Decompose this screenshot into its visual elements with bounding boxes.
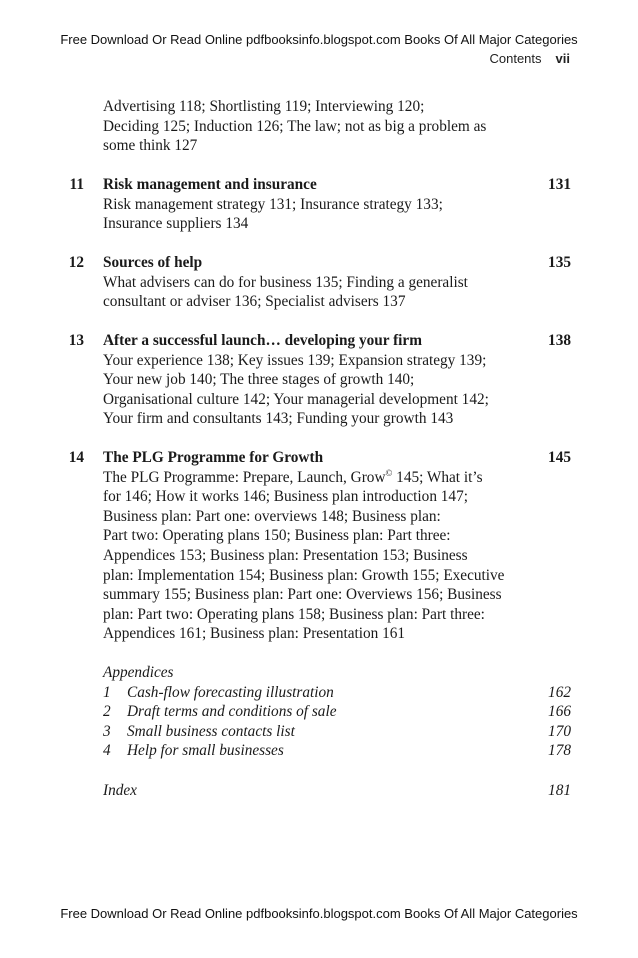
appendices-heading: Appendices bbox=[103, 664, 174, 681]
appendix-number: 1 bbox=[103, 683, 111, 701]
index-label: Index bbox=[103, 781, 137, 799]
chapter-page: 135 bbox=[548, 254, 571, 271]
toc-line: What advisers can do for business 135; Finding a generalist bbox=[103, 273, 468, 291]
appendix-page: 162 bbox=[548, 683, 571, 701]
appendix-title: Help for small businesses bbox=[127, 742, 284, 760]
toc-line: Part two: Operating plans 150; Business plan: Part three: bbox=[103, 527, 451, 545]
appendix-number: 2 bbox=[103, 703, 111, 721]
toc-line: Your experience 138; Key issues 139; Expansion strategy 139; bbox=[103, 351, 487, 369]
chapter-title: The PLG Programme for Growth bbox=[103, 449, 324, 466]
chapter-number: 14 bbox=[68, 449, 84, 466]
toc-line: Deciding 125; Induction 126; The law; not as big a problem as bbox=[103, 117, 487, 135]
toc-line: for 146; How it works 146; Business plan introduction 147; bbox=[103, 488, 468, 506]
download-banner-top: Free Download Or Read Online pdfbooksinfo.blogspot.com Books Of All Major Categories bbox=[60, 32, 578, 47]
copyright-mark: © bbox=[385, 467, 393, 478]
chapter-title: Sources of help bbox=[103, 254, 203, 271]
appendix-title: Draft terms and conditions of sale bbox=[127, 703, 337, 721]
toc-line: Your new job 140; The three stages of growth 140; bbox=[103, 371, 415, 389]
chapter-number: 12 bbox=[68, 254, 84, 271]
toc-line: summary 155; Business plan: Part one: Overviews 156; Business bbox=[103, 586, 502, 604]
toc-line: Appendices 161; Business plan: Presentation 161 bbox=[103, 625, 406, 643]
toc-line: Organisational culture 142; Your managerial development 142; bbox=[103, 390, 489, 408]
appendix-page: 170 bbox=[548, 722, 571, 740]
toc-text: The PLG Programme: Prepare, Launch, Grow bbox=[103, 468, 386, 486]
toc-line: some think 127 bbox=[103, 137, 198, 155]
running-head bbox=[489, 51, 570, 66]
chapter-page: 138 bbox=[548, 332, 571, 349]
chapter-title: After a successful launch… developing your firm bbox=[103, 332, 422, 349]
chapter-title: Risk management and insurance bbox=[103, 176, 317, 193]
toc-line: Advertising 118; Shortlisting 119; Interviewing 120; bbox=[103, 98, 425, 115]
toc-line: Appendices 153; Business plan: Presentation 153; Business bbox=[103, 547, 468, 564]
toc-line: plan: Part two: Operating plans 158; Business plan: Part three: bbox=[103, 605, 485, 623]
appendix-page: 166 bbox=[548, 703, 571, 721]
toc-line: Risk management strategy 131; Insurance strategy 133; bbox=[103, 195, 443, 213]
appendix-title: Cash-flow forecasting illustration bbox=[127, 683, 334, 701]
appendix-title: Small business contacts list bbox=[127, 722, 295, 740]
chapter-number: 11 bbox=[69, 176, 84, 193]
toc-line bbox=[103, 468, 483, 488]
appendix-number: 4 bbox=[103, 742, 111, 760]
toc-text: 145; What it’s bbox=[392, 468, 483, 486]
appendix-number: 3 bbox=[103, 722, 111, 740]
chapter-page: 131 bbox=[548, 176, 571, 193]
toc-line: Business plan: Part one: overviews 148; Business plan: bbox=[103, 507, 441, 525]
appendix-page: 178 bbox=[548, 742, 571, 760]
toc-line: consultant or adviser 136; Specialist advisers 137 bbox=[103, 293, 406, 311]
running-head-section: Contents bbox=[489, 51, 542, 66]
toc-line: plan: Implementation 154; Business plan: Growth 155; Executive bbox=[103, 566, 505, 584]
page-folio: vii bbox=[555, 51, 570, 66]
chapter-page: 145 bbox=[548, 449, 571, 466]
toc-line: Your firm and consultants 143; Funding your growth 143 bbox=[103, 410, 454, 428]
chapter-number: 13 bbox=[68, 332, 84, 349]
index-page: 181 bbox=[548, 781, 571, 799]
download-banner-bottom: Free Download Or Read Online pdfbooksinfo.blogspot.com Books Of All Major Categories bbox=[60, 906, 578, 921]
toc-line: Insurance suppliers 134 bbox=[103, 215, 249, 233]
